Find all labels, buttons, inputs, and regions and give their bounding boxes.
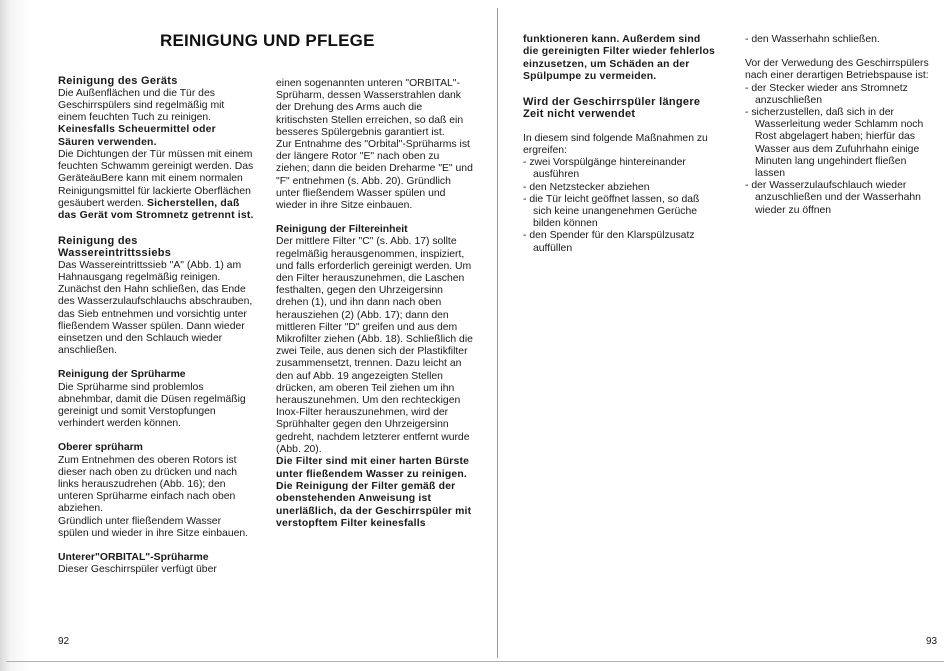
footer-rule bbox=[6, 661, 944, 662]
heading-spray-arms: Reinigung der Sprüharme bbox=[58, 369, 186, 381]
heading-upper-spray-arm: Oberer sprüharm bbox=[58, 442, 143, 454]
paragraph-text: Die Dichtungen der Tür müssen mit einem feuchten Schwamm gereinigt werden. Das GeräteäuBere kann mit einem normalen Reinigungsmittel für lackierte Oberflächen gesäubert werden. bbox=[58, 149, 254, 209]
page-number-left: 92 bbox=[58, 636, 70, 647]
heading-device-cleaning: Reinigung des Geräts bbox=[58, 75, 178, 87]
page-number-right: 93 bbox=[926, 636, 938, 647]
bold-instruction: Die Filter sind mit einer harten Bürste unter fließendem Wasser zu reinigen. bbox=[276, 456, 470, 480]
heading-water-inlet-filter: Reinigung des Wassereintrittssiebs bbox=[58, 234, 172, 260]
paragraph: Zur Entnahme des "Orbital"-Sprüharms ist der längere Rotor "E" nach oben zu ziehen; dann die beiden Dreharme "E" und "F" entnehmen (s. Abb. 20). Gründlich unter fließendem Wasser spülen und wieder in ihre Sitze einbauen. bbox=[276, 139, 473, 212]
paragraph: Die Sprüharme sind problemlos abnehmbar, damit die Düsen regelmäßig gereinigt und somit Verstopfungen verhindert werden können. bbox=[58, 381, 246, 430]
paragraph: Dieser Geschirrspüler verfügt über bbox=[58, 564, 217, 576]
left-page-column-2 bbox=[276, 78, 474, 531]
paragraph bbox=[58, 149, 254, 223]
list-item: - der Wasserzulaufschlauch wieder anzuschließen und der Wasserhahn wieder zu öffnen bbox=[745, 180, 921, 216]
paragraph: Zum Entnehmen des oberen Rotors ist dieser nach oben zu drücken und nach links herauszudrehen (Abb. 16); den unteren Sprüharme einfach nach oben abziehen. bbox=[58, 454, 238, 515]
right-page-column-2 bbox=[745, 34, 935, 217]
heading-orbital-spray-arm: Unterer"ORBITAL"-Sprüharme bbox=[58, 552, 209, 564]
list-item: - die Tür leicht geöffnet lassen, so daß sich keine unangenehmen Gerüche bilden können bbox=[523, 193, 700, 230]
paragraph: Vor der Verwedung des Geschirrspülers nach einer derartigen Betriebspause ist: bbox=[745, 58, 929, 82]
paragraph: Der mittlere Filter "C" (s. Abb. 17) sollte regelmäßig herausgenommen, inspiziert, und falls erforderlich gereinigt werden. Um den Filter herauszunehmen, die Laschen festhalten, gegen den Uhrzeigersinn drehen (1), und ihn dann nach oben herausziehen (2) (Abb. 17); dann den mittleren Filter "D" greifen und aus dem Mikrofilter ziehen (Abb. 18). Schließlich die zwei Teile, aus denen sich der Plastikfilter zusammensetzt, trennen. Dazu leicht an den auf Abb. 19 angezeigten Stellen drücken, am oberen Teil ziehen um ihn herauszunehmen. Um den rechteckigen Inox-Filter herauszunehmen, wird der Sprühhalter gegen den Uhrzeigersinn gedreht, nachdem letzterer entfernt wurde (Abb. 20). bbox=[276, 236, 473, 455]
bold-instruction: funktioneren kann. Außerdem sind die gereinigten Filter wieder fehlerlos einzusetzen, um Schäden an der Spülpumpe zu vermeiden. bbox=[523, 34, 715, 83]
list-item: - den Netzstecker abziehen bbox=[523, 181, 650, 193]
bold-instruction: Die Reinigung der Filter gemäß der obenstehenden Anweisung ist unerläßlich, da der Geschirrspüler mit verstopftem Filter keinesfalls bbox=[276, 480, 472, 530]
list-item: - den Wasserhahn schließen. bbox=[745, 34, 880, 45]
heading-long-non-use: Wird der Geschirrspüler längere Zeit nicht verwendet bbox=[523, 95, 701, 121]
paragraph: einen sogenannten unteren "ORBITAL"-Sprüharm, dessen Wasserstrahlen dank der Drehung des Arms auch die kritischsten Stellen erreichen, so daß ein besseres Spülergebnis garantiert ist. bbox=[276, 78, 464, 138]
warning-text: Keinesfalls Scheuermittel oder Säuren verwenden. bbox=[58, 124, 216, 148]
left-page-column-1 bbox=[58, 75, 254, 577]
list-item: - zwei Vorspülgänge hintereinander ausführen bbox=[523, 157, 686, 181]
list-item: - sicherzustellen, daß sich in der Wasserleitung weder Schlamm noch Rost abgelagert haben; hierfür das Wasser aus dem Zufuhrhahn einige Minuten lang ungehindert fließen lassen bbox=[745, 107, 924, 180]
warning-text: Sicherstellen, daß das Gerät vom Stromnetz getrennt ist. bbox=[58, 197, 254, 222]
paragraph: Gründlich unter fließendem Wasser spülen und wieder in ihre Sitze einbauen. bbox=[58, 515, 249, 539]
list-item: - der Stecker wieder ans Stromnetz anzuschließen bbox=[745, 82, 908, 106]
paragraph: Die Außenflächen und die Tür des Geschirrspülers sind regelmäßig mit einem feuchten Tuch zu reinigen. bbox=[58, 87, 225, 123]
page-divider bbox=[497, 8, 498, 658]
page-title: REINIGUNG UND PFLEGE bbox=[160, 31, 375, 50]
right-page-column-1 bbox=[523, 34, 719, 255]
paragraph: In diesem sind folgende Maßnahmen zu ergreifen: bbox=[523, 132, 708, 157]
paragraph: Das Wassereintrittssieb "A" (Abb. 1) am Hahnausgang regelmäßig reinigen. Zunächst den Hahn schließen, das Ende des Wasserzulaufschlauchs abschrauben, das Sieb entnehmen und vorsichtig unter fließendem Wasser spülen. Dann wieder einsetzen und den Schlauch wieder anschließen. bbox=[58, 259, 253, 357]
scan-edge-shadow bbox=[0, 0, 40, 671]
heading-filter-unit: Reinigung der Filtereinheit bbox=[276, 224, 408, 236]
list-item: - den Spender für den Klarspülzusatz auffüllen bbox=[523, 230, 695, 254]
